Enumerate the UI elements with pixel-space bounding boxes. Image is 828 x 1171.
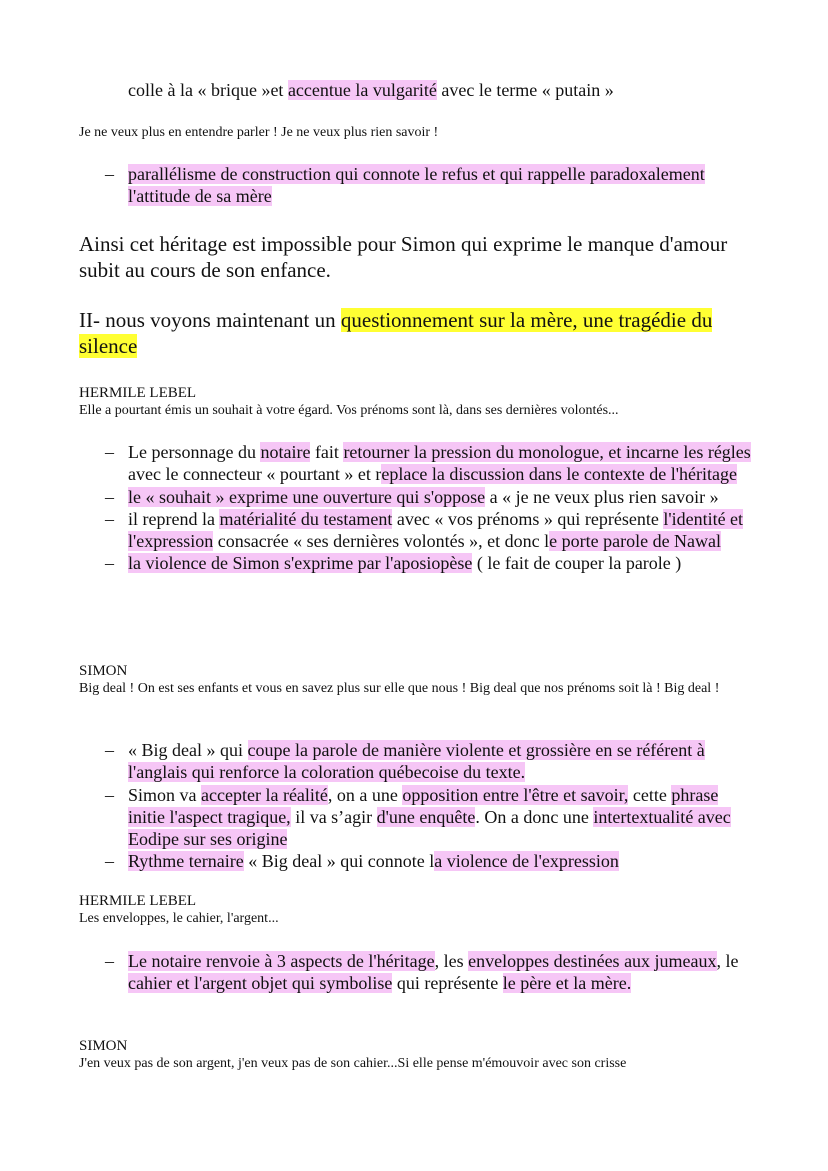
analysis-list-2 bbox=[79, 441, 758, 575]
continuation-line bbox=[128, 79, 758, 101]
text-run: , on a une bbox=[327, 784, 403, 805]
highlighted-text: cahier et l'argent objet qui symbolise bbox=[128, 973, 393, 994]
dialogue-block bbox=[79, 662, 758, 698]
text-run: , le bbox=[716, 951, 739, 971]
dash-bullet: – bbox=[105, 486, 114, 507]
dialogue-block bbox=[79, 384, 758, 420]
text-run: il reprend la bbox=[128, 508, 220, 529]
speaker-name: SIMON bbox=[79, 663, 128, 679]
text-run: consacrée « ses dernières volontés », et donc l bbox=[213, 531, 550, 552]
summary-paragraph: Ainsi cet héritage est impossible pour Simon qui exprime le manque d'amour subit au cours de son enfance. bbox=[79, 232, 728, 282]
text-run: Le personnage du bbox=[128, 442, 261, 462]
text-run: « Big deal » qui connote l bbox=[243, 851, 435, 872]
text-run: avec « vos prénoms » qui représente bbox=[392, 508, 664, 529]
highlighted-text: Rythme ternaire bbox=[128, 851, 244, 872]
text-run: a « je ne veux plus rien savoir » bbox=[485, 486, 719, 507]
dash-bullet: – bbox=[105, 508, 114, 529]
list-item bbox=[79, 441, 758, 486]
section-heading bbox=[79, 307, 758, 359]
highlighted-text: l'identité et l'expression bbox=[128, 508, 744, 552]
text-run: Simon va bbox=[128, 784, 202, 805]
highlighted-text: e porte parole de Nawal bbox=[549, 531, 722, 552]
highlighted-text: accepter la réalité bbox=[201, 784, 328, 805]
highlighted-text: retourner la pression du monologue, et incarne les régles bbox=[343, 442, 751, 462]
text-run: qui représente bbox=[392, 973, 503, 994]
list-item bbox=[79, 552, 758, 574]
dash-bullet: – bbox=[105, 784, 114, 805]
list-item bbox=[79, 739, 758, 784]
text-run: ( le fait de couper la parole ) bbox=[472, 553, 682, 574]
text-run: avec le terme « putain » bbox=[436, 80, 614, 100]
highlighted-text: d'une enquête bbox=[376, 806, 476, 827]
dialogue-line: Elle a pourtant émis un souhait à votre égard. Vos prénoms sont là, dans ses dernières volontés... bbox=[79, 403, 619, 418]
highlighted-text: la violence de Simon s'exprime par l'aposiopèse bbox=[128, 553, 473, 574]
text-run: colle à la « brique »et bbox=[128, 80, 288, 100]
text-run: II- nous voyons maintenant un bbox=[79, 308, 341, 332]
list-item bbox=[79, 950, 758, 995]
list-item bbox=[79, 486, 758, 508]
highlighted-text: opposition entre l'être et savoir, bbox=[402, 784, 629, 805]
highlighted-text: le père et la mère. bbox=[502, 973, 632, 994]
text-run: , les bbox=[434, 951, 469, 971]
text-run: avec le connecteur « pourtant » et r bbox=[128, 464, 382, 485]
dialogue-line: J'en veux pas de son argent, j'en veux pas de son cahier...Si elle pense m'émouvoir avec son crisse bbox=[79, 1056, 627, 1071]
dash-bullet: – bbox=[105, 553, 114, 574]
text-run: . On a donc une bbox=[475, 806, 594, 827]
list-item bbox=[79, 508, 758, 553]
highlighted-text: eplace la discussion dans le contexte de l'héritage bbox=[381, 464, 737, 485]
highlighted-text: Le notaire renvoie à 3 aspects de l'héritage bbox=[128, 951, 435, 971]
highlighted-text: accentue la vulgarité bbox=[287, 80, 437, 100]
dialogue-line: Big deal ! On est ses enfants et vous en savez plus sur elle que nous ! Big deal que nos prénoms soit là ! Big deal ! bbox=[79, 681, 720, 696]
highlighted-text: intertextualité avec Eodipe sur ses origine bbox=[128, 806, 731, 850]
dialogue-block bbox=[79, 1037, 758, 1073]
speaker-name: SIMON bbox=[79, 1038, 128, 1054]
speaker-name: HERMILE LEBEL bbox=[79, 893, 197, 909]
text-run: il va s’agir bbox=[290, 806, 377, 827]
dash-bullet: – bbox=[105, 442, 114, 462]
dash-bullet: – bbox=[105, 851, 114, 872]
text-run: « Big deal » qui bbox=[128, 740, 248, 760]
text-run: fait bbox=[310, 442, 344, 462]
highlighted-text: parallélisme de construction qui connote le refus et qui rappelle paradoxalement l'attitude de sa mère bbox=[128, 164, 705, 207]
speaker-name: HERMILE LEBEL bbox=[79, 385, 197, 401]
dialogue-block bbox=[79, 892, 758, 928]
highlighted-text: notaire bbox=[260, 442, 311, 462]
highlighted-text: phrase initie l'aspect tragique, bbox=[128, 784, 719, 827]
quote-line: Je ne veux plus en entendre parler ! Je ne veux plus rien savoir ! bbox=[79, 125, 439, 140]
dialogue-line: Les enveloppes, le cahier, l'argent... bbox=[79, 911, 279, 926]
highlighted-text: coupe la parole de manière violente et grossière en se référent à l'anglais qui renforce la coloration québecoise du texte. bbox=[128, 740, 705, 783]
dash-bullet: – bbox=[105, 164, 114, 184]
text-run: cette bbox=[628, 784, 672, 805]
list-item bbox=[79, 850, 758, 872]
highlighted-text: enveloppes destinées aux jumeaux bbox=[468, 951, 717, 971]
dash-bullet: – bbox=[105, 951, 114, 971]
list-item bbox=[79, 163, 758, 208]
analysis-list-4 bbox=[79, 950, 758, 995]
analysis-list-3 bbox=[79, 739, 758, 873]
highlighted-text: questionnement sur la mère, une tragédie du silence bbox=[79, 308, 713, 358]
highlighted-text: a violence de l'expression bbox=[434, 851, 619, 872]
highlighted-text: le « souhait » exprime une ouverture qui s'oppose bbox=[128, 486, 486, 507]
highlighted-text: matérialité du testament bbox=[219, 508, 393, 529]
dash-bullet: – bbox=[105, 740, 114, 760]
list-item bbox=[79, 784, 758, 851]
analysis-list-1 bbox=[79, 163, 758, 208]
